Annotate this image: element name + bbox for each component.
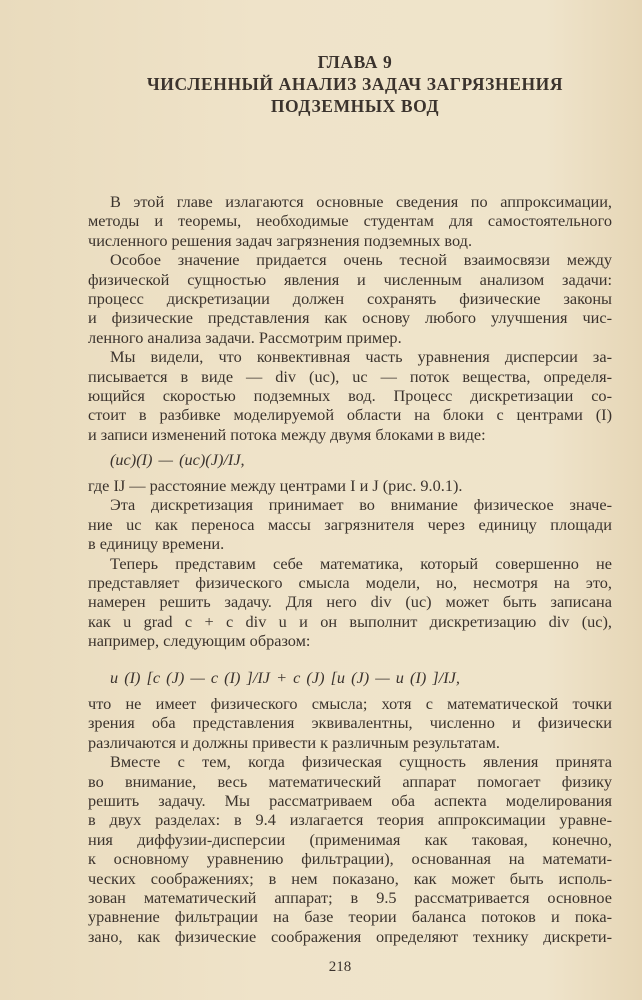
text-line: писывается в виде — div (uc), uc — поток вещества, определя- <box>88 366 612 386</box>
text-line: Мы видели, что конвективная часть уравнения дисперсии за- <box>110 347 612 367</box>
text-line: зрения оба представления эквивалентны, численно и физически <box>88 713 612 733</box>
text-line: что не имеет физического смысла; хотя с математической точки <box>88 694 612 713</box>
text-block-middle <box>88 476 612 651</box>
text-line: ния диффузии-дисперсии (применимая как таковая, конечно, <box>88 829 612 849</box>
text-line: численного решения задач загрязнения подземных вод. <box>88 230 473 250</box>
text-line: Теперь представим себе математика, который совершенно не <box>110 553 612 573</box>
text-line: зано, как физические соображения определяют технику дискрети- <box>88 926 612 946</box>
text-line: ленного анализа задачи. Рассмотрим пример. <box>88 327 402 347</box>
text-line: ние uc как переноса массы загрязнителя через единицу площади <box>88 514 612 534</box>
text-line: в двух разделах: в 9.4 излагается теория аппроксимации уравне- <box>88 810 612 830</box>
text-line: ческих соображениях; в нем показано, как может быть исполь- <box>88 868 612 888</box>
text-line: уравнение фильтрации на базе теории баланса потоков и пока- <box>88 907 612 927</box>
text-line: намерен решить задачу. Для него div (uc) может быть записана <box>88 592 612 612</box>
text-line: процесс дискретизации должен сохранять физические законы <box>88 288 612 308</box>
chapter-title-line2: ПОДЗЕМНЫХ ВОД <box>270 96 440 116</box>
text-line: и физические представления как основу любого улучшения чис- <box>88 308 612 328</box>
formula-physical-discretization: (uc)(I) — (uc)(J)/IJ, <box>110 450 245 469</box>
text-line: различаются и должны привести к различным результатам. <box>88 732 500 752</box>
text-line: стоит в разбивке моделируемой области на блоки с центрами (I) <box>88 405 612 425</box>
text-line: Эта дискретизация принимает во внимание физическое значе- <box>110 495 612 515</box>
text-line: где IJ — расстояние между центрами I и J (рис. 9.0.1). <box>88 476 463 495</box>
text-block-intro <box>88 192 612 444</box>
chapter-number: ГЛАВА 9 <box>317 52 393 72</box>
text-line: как u grad c + c div u и он выполнит дискретизацию div (uc), <box>88 611 612 631</box>
text-line: ющийся скоростью подземных вод. Процесс дискретизации со- <box>88 385 612 405</box>
text-line: Особое значение придается очень тесной взаимосвязи между <box>110 250 612 270</box>
text-line: зован математический аппарат; в 9.5 рассматривается основное <box>88 887 612 907</box>
chapter-title-line1: ЧИСЛЕННЫЙ АНАЛИЗ ЗАДАЧ ЗАГРЯЗНЕНИЯ <box>146 74 564 94</box>
text-line: В этой главе излагаются основные сведения по аппроксимации, <box>110 192 612 211</box>
text-line: в единицу времени. <box>88 534 225 554</box>
text-block-final <box>88 694 612 946</box>
text-line: решить задачу. Мы рассматриваем оба аспекта моделирования <box>88 790 612 810</box>
text-line: и записи изменений потока между двумя блоками в виде: <box>88 424 486 444</box>
text-line: во внимание, весь математический аппарат помогает физику <box>88 771 612 791</box>
formula-math-discretization: u (I) [c (J) — c (I) ]/IJ + c (J) [u (J) — u (I) ]/IJ, <box>110 668 460 687</box>
text-line: физической сущностью явления и численным анализом задачи: <box>88 269 612 289</box>
text-line: например, следующим образом: <box>88 631 311 651</box>
text-line: к основному уравнению фильтрации), основанная на математи- <box>88 849 612 869</box>
text-line: представляет физического смысла модели, но, несмотря на это, <box>88 572 612 592</box>
page-number: 218 <box>328 959 352 975</box>
text-line: Вместе с тем, когда физическая сущность явления принята <box>110 752 612 772</box>
text-line: методы и теоремы, необходимые студентам для самостоятельного <box>88 211 612 231</box>
